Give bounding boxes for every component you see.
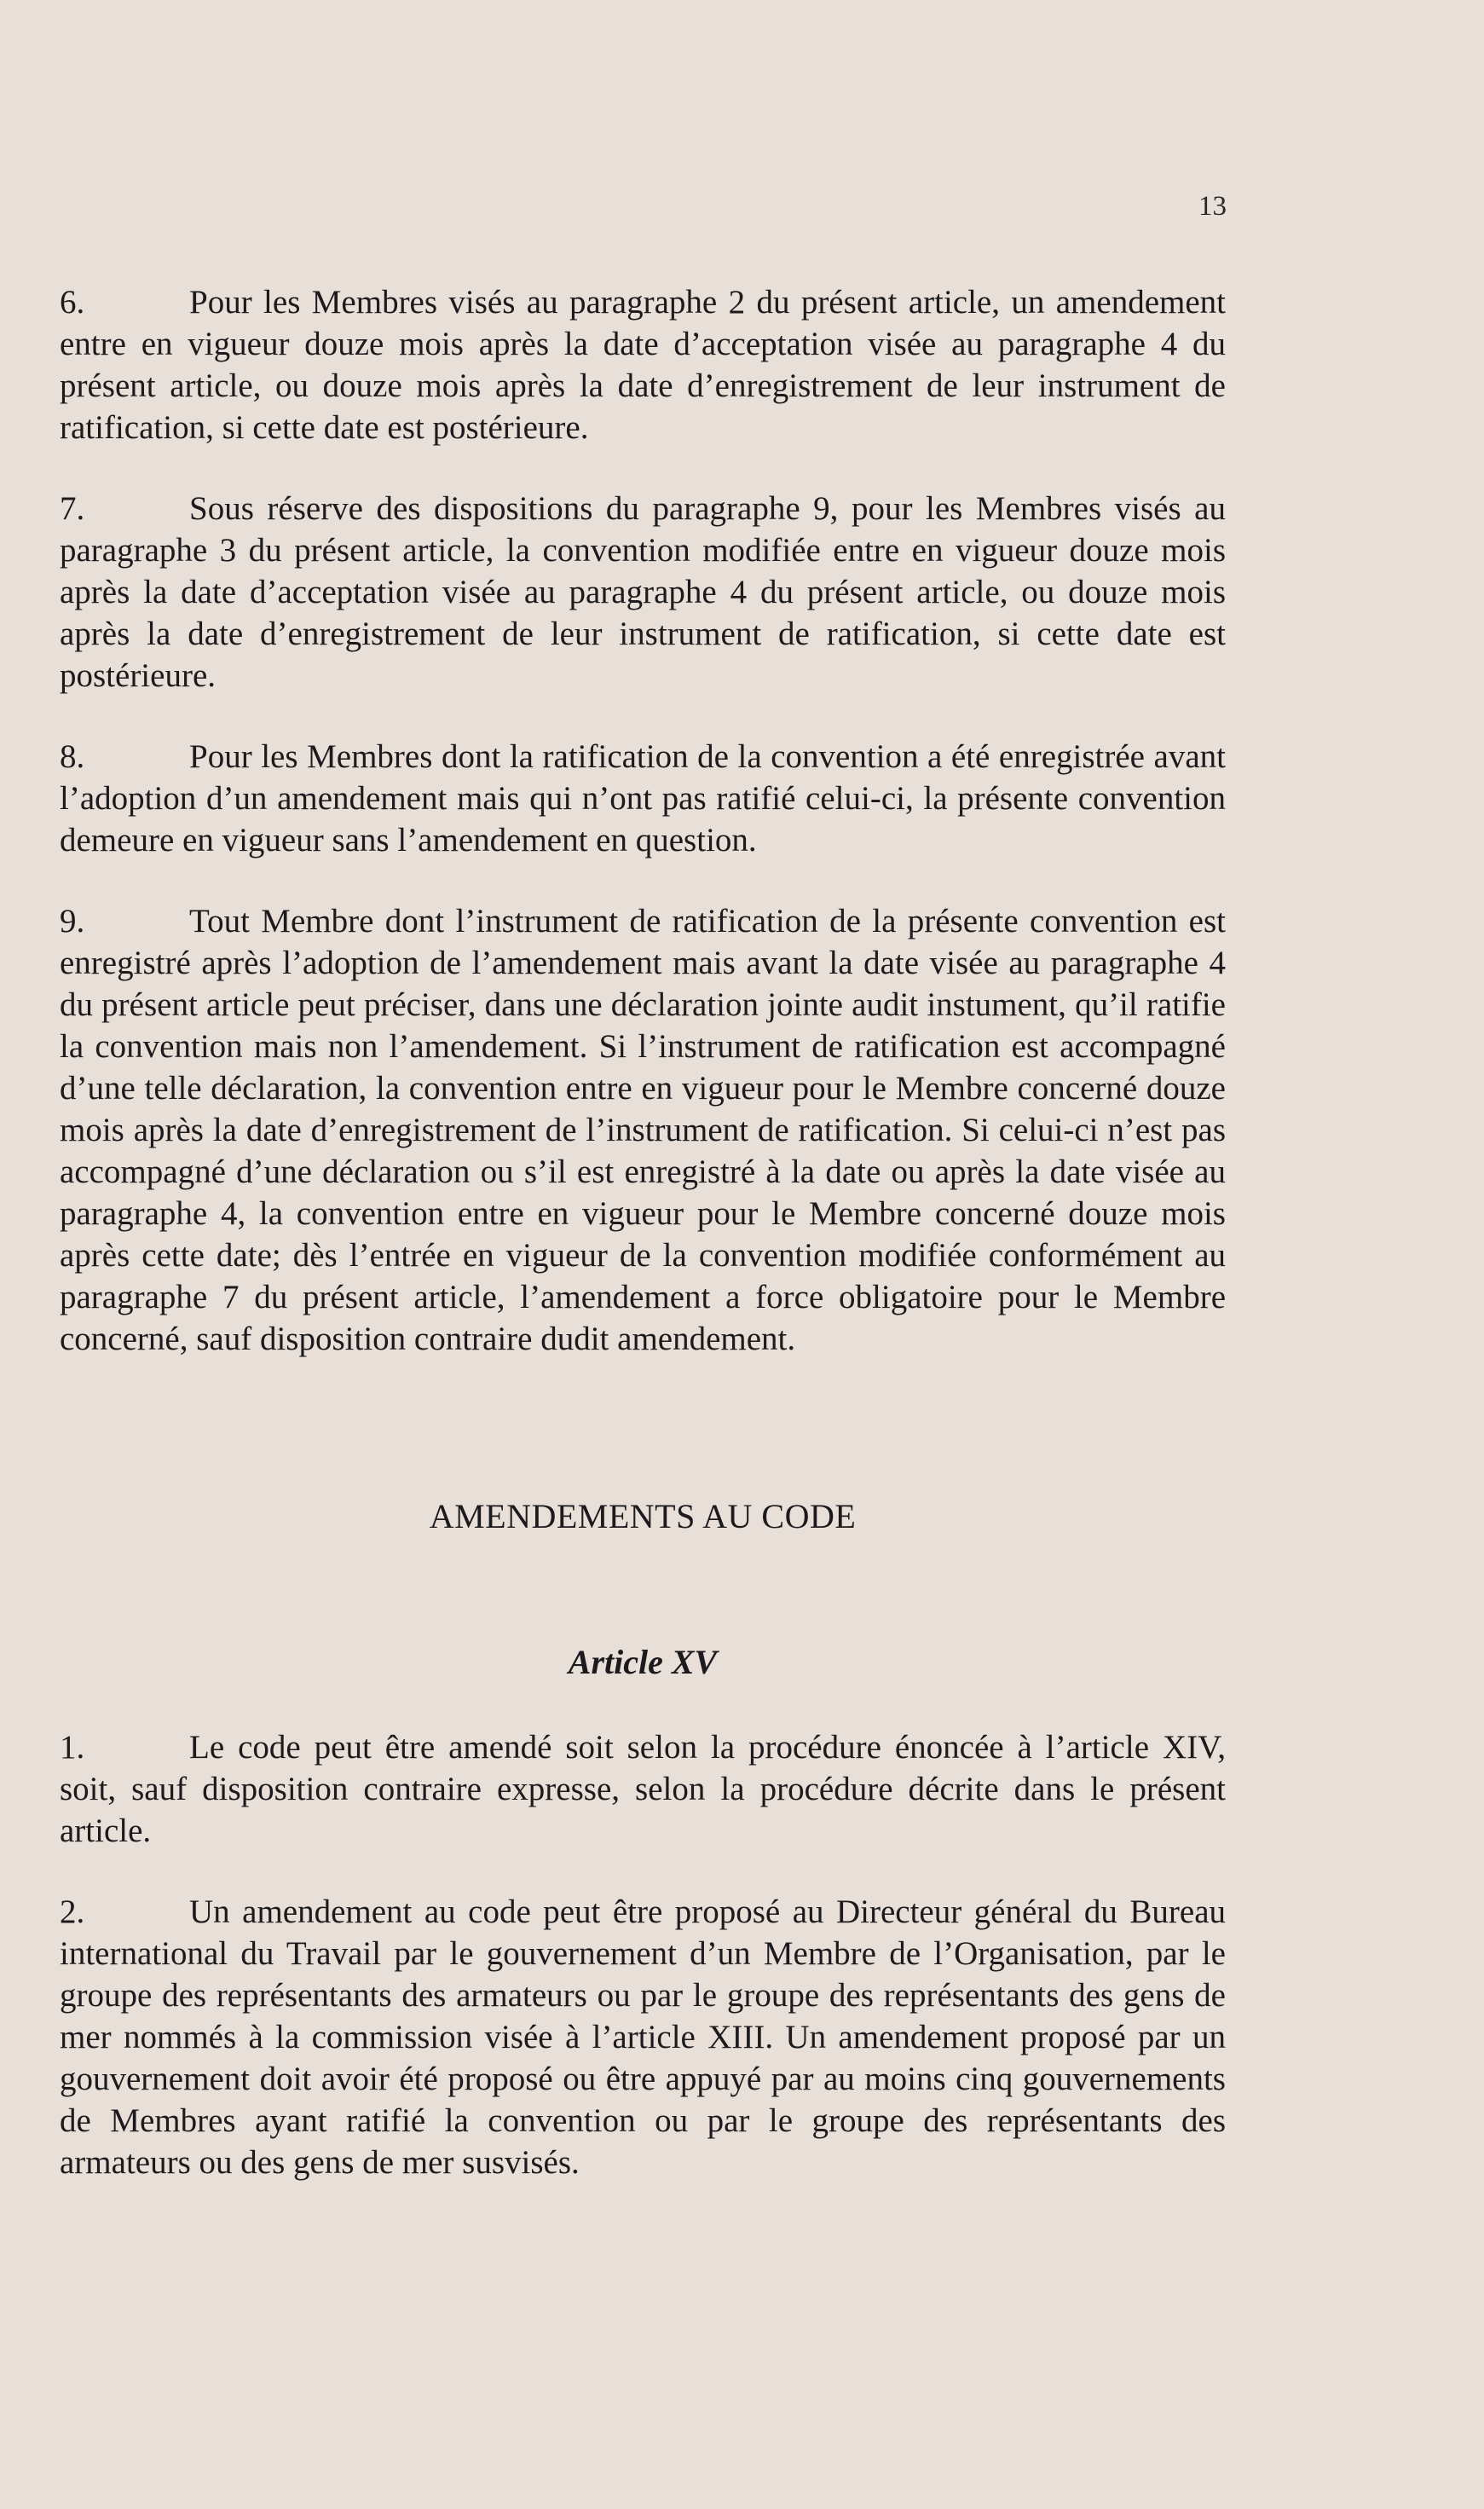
paragraph-text: Pour les Membres visés au paragraphe 2 du présent article, un amendement entre en vigueur douze mois après la date d’acceptation visée au paragraphe 4 du présent article, ou douze mois après la date d’enregistrement de leur instrument de ratification, si cette date est postérieure. [60,284,1226,446]
paragraph-number: 9. [60,903,85,939]
paragraph-text: Un amendement au code peut être proposé au Directeur général du Bureau international du Travail par le gouvernement d’un Membre de l’Organisation, par le groupe des représentants des armateurs ou par le groupe des représentants des gens de mer nommés à la commission visée à l’article XIII. Un amendement proposé par un gouvernement doit avoir été proposé ou être appuyé par au moins cinq gouvernements de Membres ayant ratifié la convention ou par le groupe des représentants des armateurs ou des gens de mer susvisés. [60,1893,1226,2181]
paragraph-number: 6. [60,284,85,321]
paragraph-7 [60,488,1226,697]
paragraph-6 [60,281,1226,448]
section-heading: AMENDEMENTS AU CODE [429,1497,857,1535]
paragraph-number: 1. [60,1729,85,1766]
paragraph-text: Le code peut être amendé soit selon la procédure énoncée à l’article XIV, soit, sauf disposition contraire expresse, selon la procédure décrite dans le présent article. [60,1729,1226,1849]
paragraph-number: 2. [60,1893,85,1930]
paragraph-text: Tout Membre dont l’instrument de ratification de la présente convention est enregistré après l’adoption de l’amendement mais avant la date visée au paragraphe 4 du présent article peut préciser, dans une déclaration jointe audit instument, qu’il ratifie la convention mais non l’amendement. Si l’instrument de ratification est accompagné d’une telle déclaration, la convention entre en vigueur pour le Membre concerné douze mois après la date d’enregistrement de l’instrument de ratification. Si celui-ci n’est pas accompagné d’une déclaration ou s’il est enregistré à la date ou après la date visée au paragraphe 4, la convention entre en vigueur pour le Membre concerné douze mois après cette date; dès l’entrée en vigueur de la convention modifiée conformément au paragraphe 7 du présent article, l’amendement a force obligatoire pour le Membre concerné, sauf disposition contraire dudit amendement. [60,903,1226,1357]
paragraph-number: 7. [60,490,85,527]
paragraph-text: Pour les Membres dont la ratification de la convention a été enregistrée avant l’adoption d’un amendement mais qui n’ont pas ratifié celui-ci, la présente convention demeure en vigueur sans l’amendement en question. [60,738,1226,858]
paragraph-8 [60,736,1226,861]
document-body [60,281,1226,2223]
paragraph-number: 8. [60,738,85,775]
article-paragraph-1 [60,1726,1226,1852]
paragraph-text: Sous réserve des dispositions du paragraphe 9, pour les Membres visés au paragraphe 3 du présent article, la convention modifiée entre en vigueur douze mois après la date d’acceptation visée au paragraphe 4 du présent article, ou douze mois après la date d’enregistrement de leur instrument de ratification, si cette date est postérieure. [60,490,1226,694]
paragraph-9 [60,900,1226,1360]
article-paragraph-2 [60,1891,1226,2183]
article-title: Article XV [568,1643,718,1681]
page-number: 13 [1198,191,1227,222]
